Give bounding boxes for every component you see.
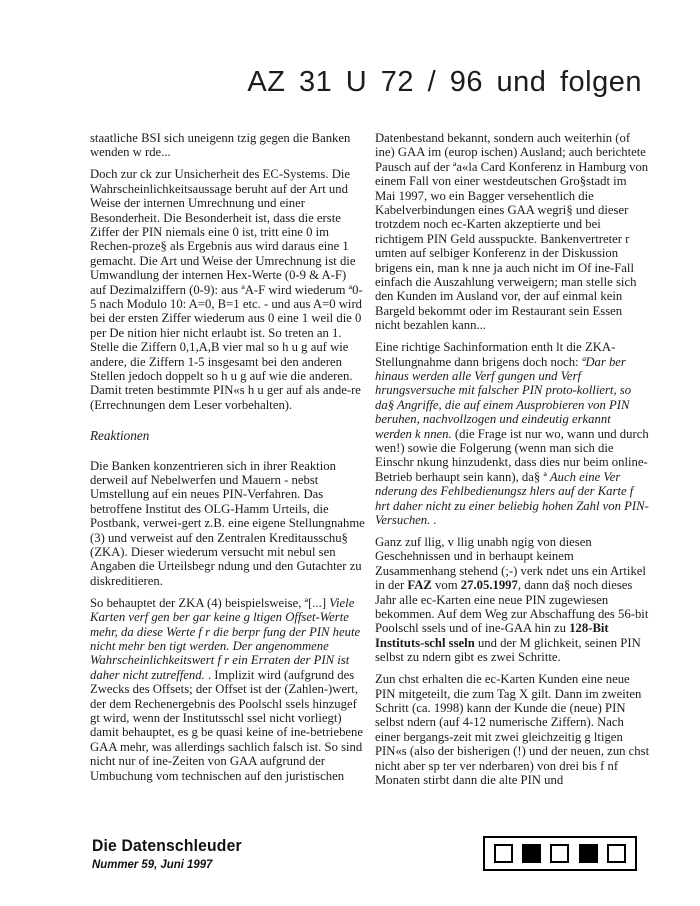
text-run: , dann da§ noch dieses Jahr alle ec-Karten eine neue PIN zugewiesen bekommen. Auf dem Weg zur Abschaffung des 56-bit Poolschl ssels und of ine-GAA hin zu: [375, 578, 649, 636]
body-paragraph: [375, 535, 650, 665]
article-title: AZ 31 U 72 / 96 und folgen: [247, 66, 642, 98]
text-run: 128-Bit Instituts-schl sseln: [375, 621, 609, 650]
text-run: Zun chst erhalten die ec-Karten Kunden eine neue PIN mitgeteilt, die zum Tag X gilt. Dann im zweiten Schritt (ca. 1998) kann der Kunde die (neue) PIN selbst ndern (auf 4-12 numerische Ziffern). Nach einer bergangs-zeit mit zwei gleichzeitig g ltigen PIN«s (also der bisherigen (!) und der neuen, zun chst nicht aber sp ter ver nderbaren) von drei bis f nf Monaten stirbt dann die alte PIN und: [375, 672, 650, 787]
body-paragraph: [90, 596, 365, 783]
body-paragraph: [375, 340, 650, 527]
stamp-square-filled: [579, 844, 598, 863]
text-run: Doch zur ck zur Unsicherheit des EC-Systems. Die Wahrscheinlichkeitsaussage beruht auf der Art und Weise der internen Umrechnung und einer Besonderheit. Die Besonderheit ist, dass die erste Ziffer der PIN niemals eine 0 ist, tritt eine 0 im Rechen-proze§ als Ergebnis aus wird daraus eine 1 gemacht. Die Art und Weise der Umrechnung ist die Umwandlung der internen Hex-Werte (0-9 & A-F) auf Dezimalziffern (0-9): aus ªA-F wird wiederum ª0-5 nach Modulo 10: A=0, B=1 etc. - und aus A=0 wird bei der ersten Ziffer wiederum aus 0 eine 1 weil die 0 per De nition hier nicht erlaubt ist. So treten an 1. Stelle die Ziffern 0,1,A,B vier mal so h u g auf wie andere, die Ziffern 1-5 insgesamt bei den anderen Stellen jedoch doppelt so h u g auf wie die anderen. Damit treten bestimmte PIN«s h u ger auf als ande-re (Errechnungen dem Leser vorbehalten).: [90, 167, 363, 412]
text-run: staatliche BSI sich uneigenn tzig gegen die Banken wenden w rde...: [90, 131, 351, 160]
body-paragraph: [375, 131, 650, 333]
text-run: Die Banken konzentrieren sich in ihrer Reaktion derweil auf Nebelwerfen und Mauern - nebst Umstellung auf ein neues PIN-Verfahren. Das betroffene Institut des OLG-Hamm Urteils, die Postbank, verwei-gert z.B. eine eigene Stellungnahme (3) und verweist auf den Zentralen Kreditausschu§ (ZKA). Dieser wiederum versucht mit nebul sen Angaben die Urteilsbegr ndung und den Gutachter zu diskreditieren.: [90, 458, 365, 588]
registration-mark-box: [483, 836, 637, 871]
stamp-square-filled: [522, 844, 541, 863]
text-run: und der M glichkeit, seinen PIN selbst zu ndern gibt es zwei Schritte.: [375, 635, 641, 665]
footer-publication-title: Die Datenschleuder: [92, 837, 242, 855]
text-run: Datenbestand bekannt, sondern auch weiterhin (of ine) GAA im (europ ischen) Ausland; auch berichtete Pausch auf der ªa«la Card Konferenz in Hamburg von einem Fall von einer westdeutschen Gro§stadt im Mai 1997, wo ein Bagger versehentlich die Kabelverbindungen eines GAA wegri§ und dieser trotzdem noch ec-Karten akzeptierte und bei richtigem PIN Geld ausspuckte. Bankenvertreter r umten auf selbiger Konferenz in der Diskussion brigens ein, man k nne ja auch nicht im Of ine-Fall einfach die Auszahlung verweigern; man stelle sich den Kunden im Ausland vor, der auf einmal kein Bargeld bekommt oder im Restaurant sein Essen nicht bezahlen kann...: [375, 131, 649, 333]
body-paragraph: [90, 459, 365, 589]
stamp-square-outline: [607, 844, 626, 863]
section-heading: [90, 429, 365, 443]
text-run: vom: [431, 578, 461, 593]
text-run: FAZ: [407, 578, 432, 593]
text-run: So behauptet der ZKA (4) beispielsweise, ª[...]: [90, 595, 330, 610]
stamp-square-outline: [550, 844, 569, 863]
text-run: Eine richtige Sachinformation enth lt die ZKA-Stellungnahme dann brigens doch noch:: [375, 340, 616, 369]
stamp-square-outline: [494, 844, 513, 863]
article-column-left: [90, 131, 365, 791]
text-run: Auch eine Ver nderung des Fehlbedienungsz hlers auf der Karte f hrt daher nicht zu einer beliebig hohen Zahl von PIN-Versuchen. .: [375, 469, 649, 528]
text-run: ªDar ber hinaus werden alle Verf gungen und Verf hrungsversuche mit falscher PIN proto-kolliert, so da§ Angriffe, die auf einem Ausprobieren von PIN beruhen, nachvollzogen und eindeutig erkannt werden k nnen.: [375, 354, 632, 441]
footer-issue-line: Nummer 59, Juni 1997: [92, 857, 213, 871]
text-run: 27.05.1997: [460, 578, 518, 593]
text-run: Reaktionen: [90, 428, 150, 444]
text-run: (die Frage ist nur wo, wann und durch wen!) sowie die Folgerung (wenn man sich die Einschr nkung hinzudenkt, dass dies nur beim online-Betrieb berhaupt sein kann), da§ ª: [375, 426, 649, 484]
text-run: Ganz zuf llig, v llig unabh ngig von diesen Geschehnissen und in berhaupt keinem Zusammenhang stehend (;-) verk ndet uns ein Artikel in der: [375, 534, 646, 593]
article-column-right: [375, 131, 650, 795]
text-run: Viele Karten verf gen ber gar keine g ltigen Offset-Werte mehr, da diese Werte f r die berpr fung der PIN heute nicht mehr ben tigt werden. Der angenommene Wahrscheinlichkeitswert f r ein Erraten der PIN ist daher nicht zutreffend.: [90, 595, 361, 682]
body-paragraph: [375, 672, 650, 787]
body-paragraph: [90, 131, 365, 160]
body-paragraph: [90, 167, 365, 412]
text-run: . Implizit wird (aufgrund des Zwecks des Offsets; der Offset ist der (Zahlen-)wert, der dem Rechenergebnis des Poolschl ssels hinzugef gt wird, wenn der Institutsschl ssel nicht vorliegt) damit behauptet, es g be quasi keine of ine-betriebene GAA mehr, was allerdings sachlich falsch ist. So sind nicht nur of ine-Zeiten von GAA aufgrund der Umbuchung vom technischen auf den juristischen: [90, 667, 364, 783]
